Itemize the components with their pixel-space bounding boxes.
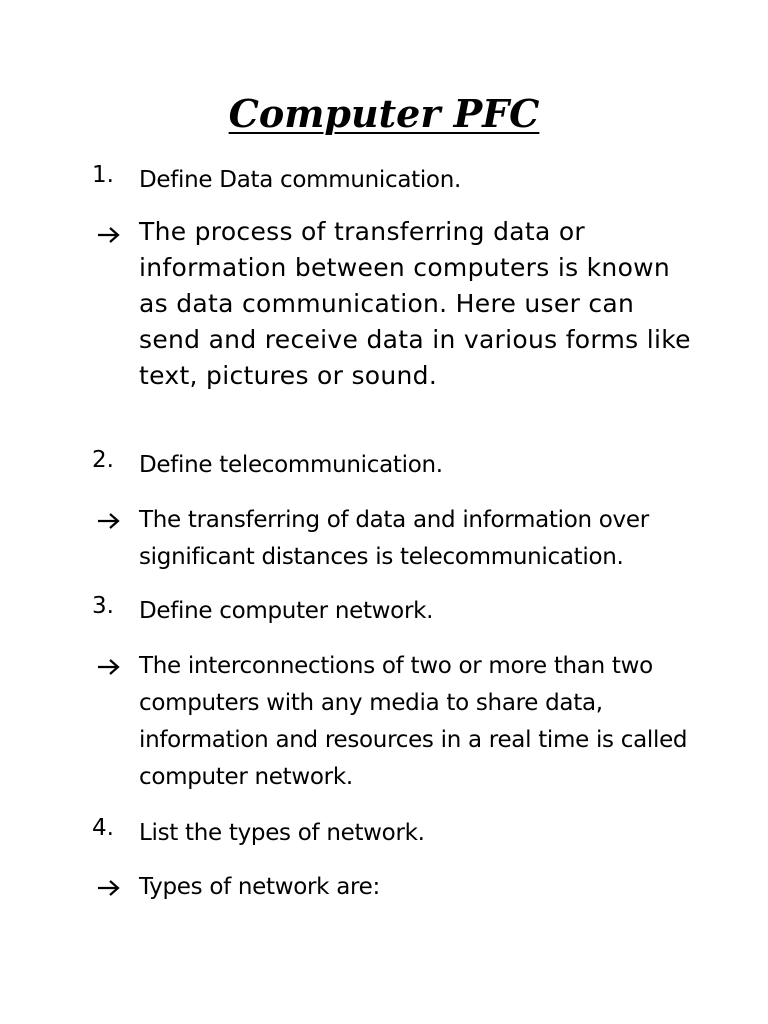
list-number: 4.	[92, 815, 114, 841]
question-text: List the types of network.	[139, 820, 425, 846]
list-number: 1.	[92, 162, 114, 188]
arrow-bullet	[92, 869, 139, 904]
right-arrow-icon	[96, 657, 122, 677]
answer-text: The interconnections of two or more than two computers with any media to share data, information and resources in a real time is called computer network.	[139, 653, 688, 790]
right-arrow-icon	[96, 225, 122, 245]
numbered-question-4	[92, 815, 692, 852]
answer-text: The process of transferring data or information between computers is known as data communication. Here user can send and receive data in various forms like text, pictures or sound.	[139, 217, 691, 390]
right-arrow-icon	[96, 878, 122, 898]
answer-item-3	[92, 648, 692, 796]
arrow-bullet	[92, 214, 139, 251]
question-text: Define computer network.	[139, 598, 434, 624]
answer-item-2	[92, 502, 692, 576]
arrow-bullet	[92, 502, 139, 537]
right-arrow-icon	[96, 511, 122, 531]
answer-item-1	[92, 214, 692, 394]
list-number: 3.	[92, 593, 114, 619]
numbered-question-2	[92, 447, 692, 484]
list-number: 2.	[92, 447, 114, 473]
answer-text: Types of network are:	[139, 874, 380, 900]
question-text: Define telecommunication.	[139, 452, 443, 478]
answer-item-4	[92, 869, 692, 906]
numbered-question-1	[92, 162, 692, 199]
answer-text: The transferring of data and information over significant distances is telecommunication.	[139, 507, 649, 570]
numbered-question-3	[92, 593, 692, 630]
arrow-bullet	[92, 648, 139, 683]
document-title: Computer PFC	[228, 91, 540, 136]
question-text: Define Data communication.	[139, 167, 461, 193]
